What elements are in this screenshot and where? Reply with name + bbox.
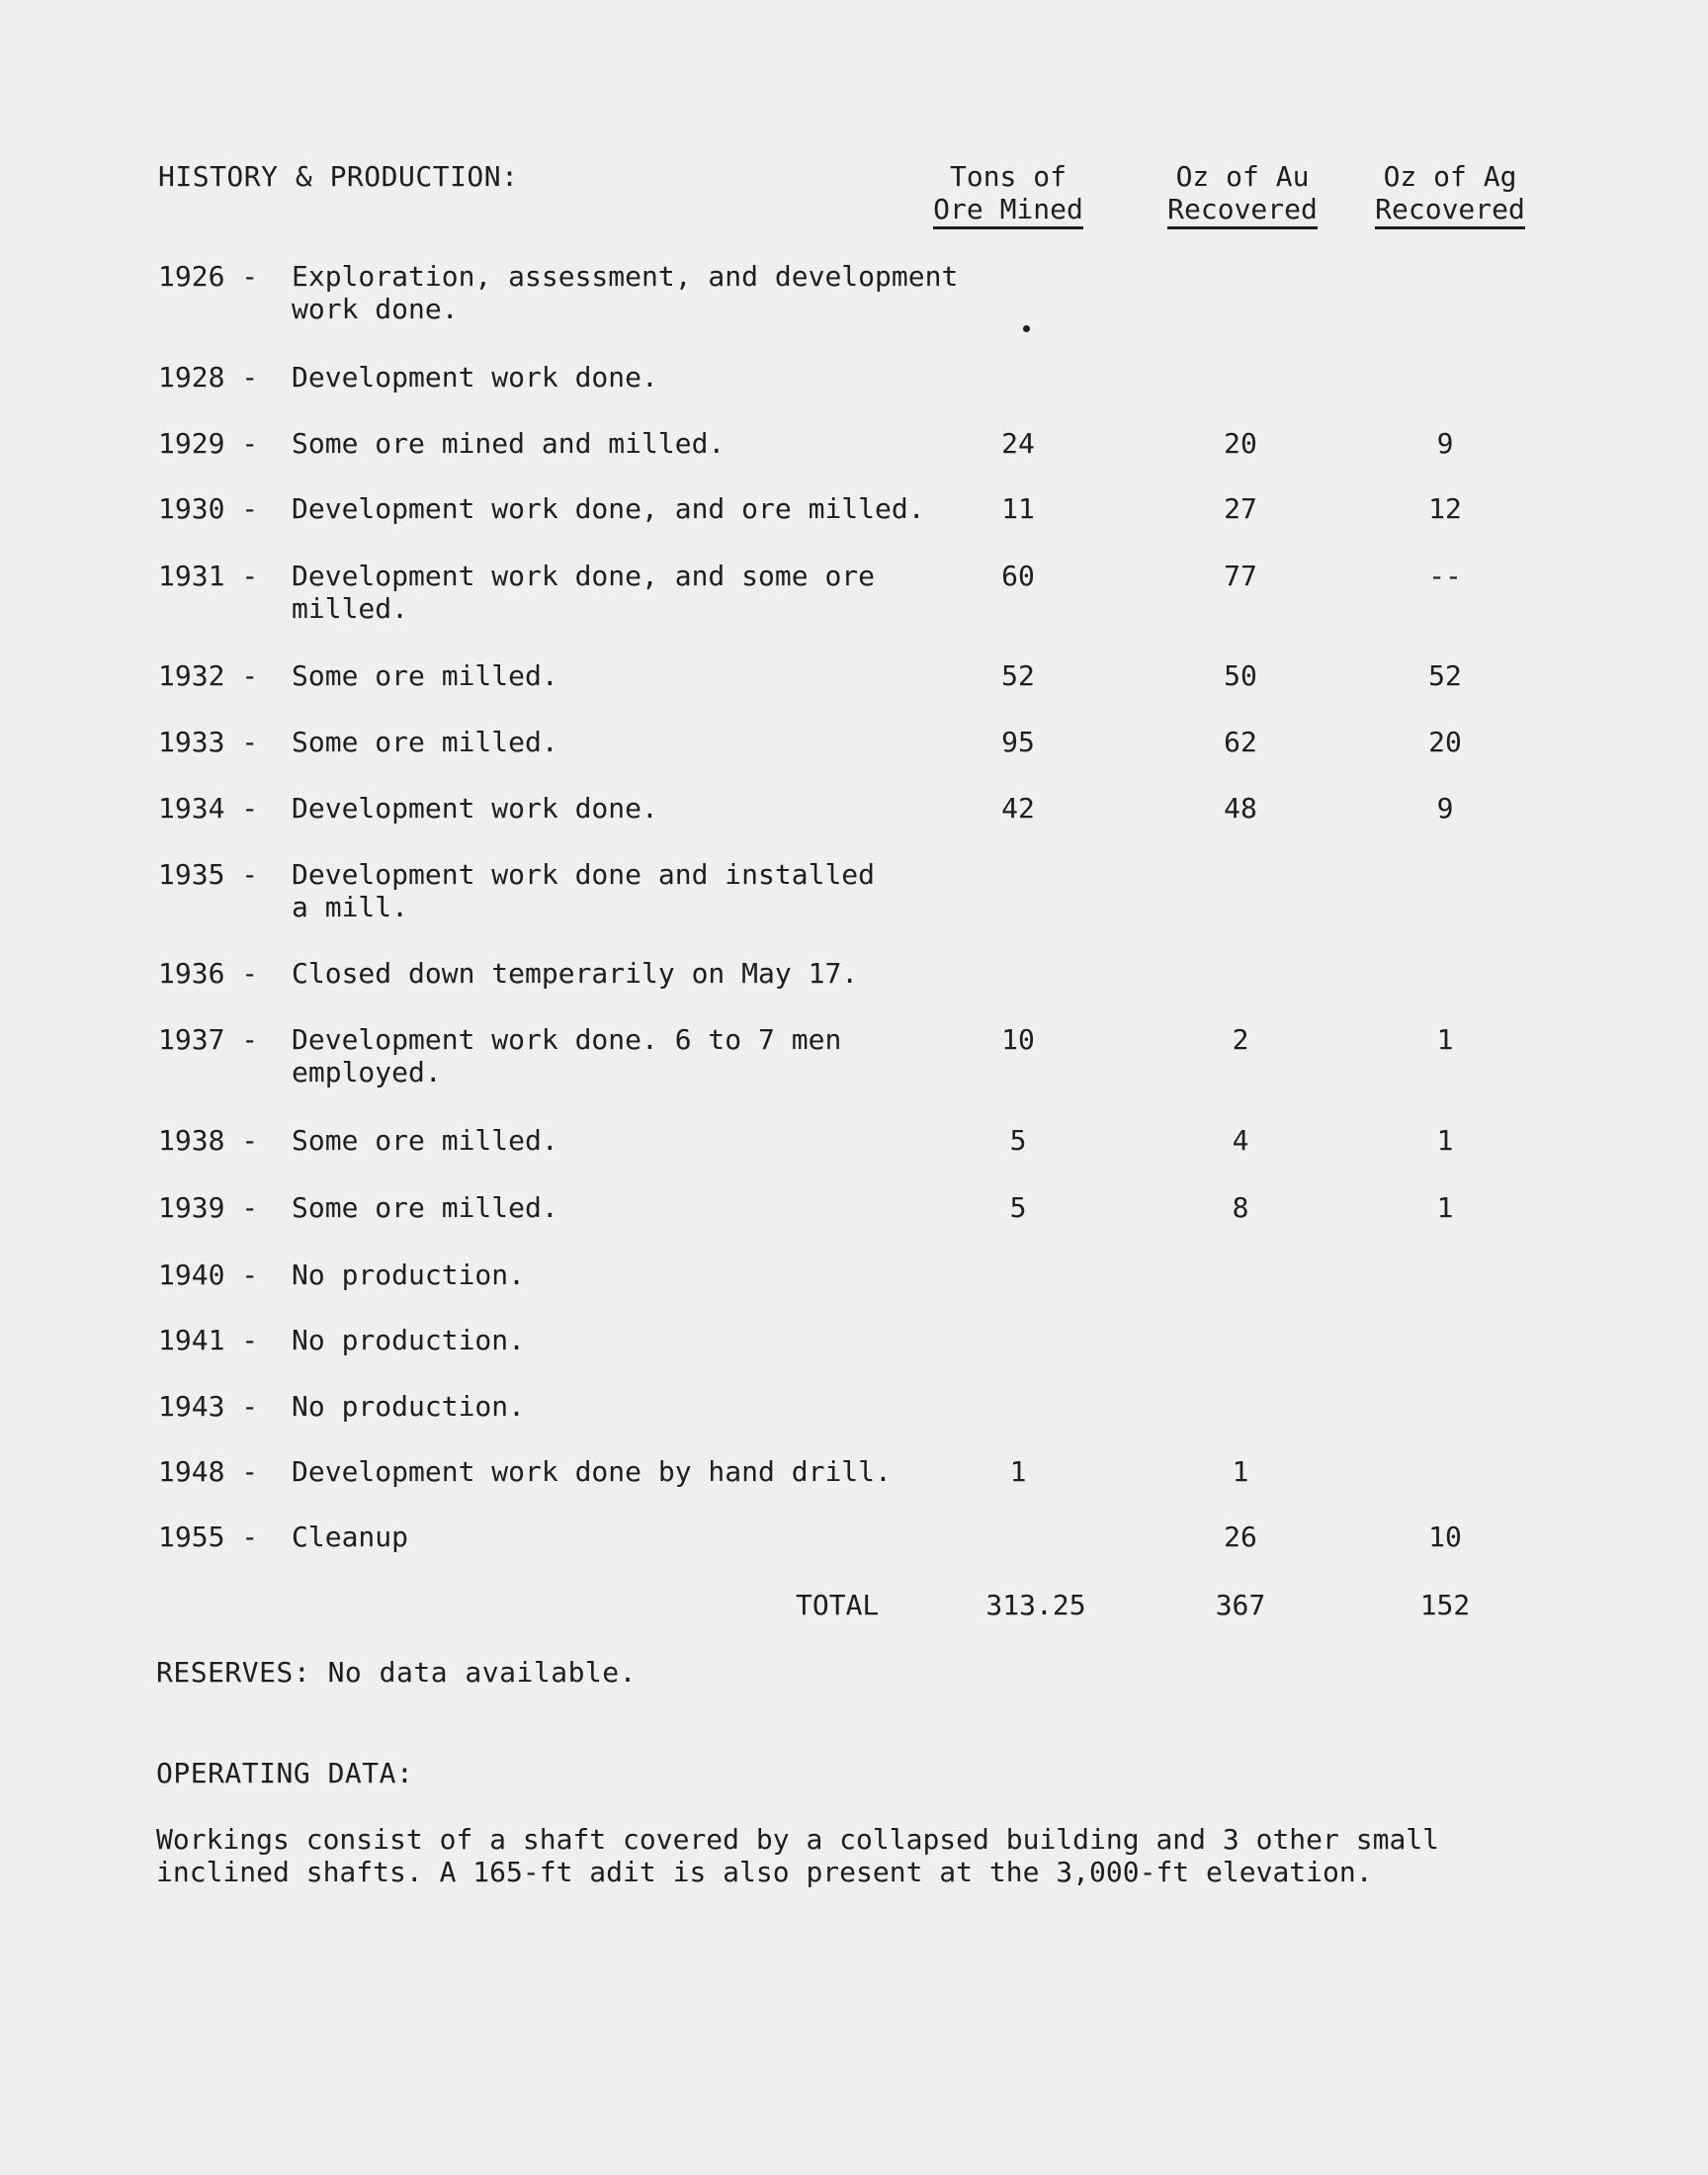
row-description: Development work done. 6 to 7 men employed. — [292, 1023, 842, 1088]
row-description: No production. — [292, 1324, 526, 1356]
row-tons: 52 — [1001, 659, 1035, 692]
row-au: 1 — [1232, 1455, 1249, 1488]
row-tons: 1 — [1009, 1455, 1027, 1488]
ink-speck — [1023, 325, 1030, 332]
row-description: Development work done by hand drill. — [292, 1455, 892, 1488]
column-header-tons-line2: Ore Mined — [933, 193, 1083, 229]
row-tons: 42 — [1001, 792, 1035, 825]
row-description: No production. — [292, 1390, 526, 1423]
row-ag: 52 — [1428, 659, 1462, 692]
row-ag: 1 — [1436, 1124, 1454, 1157]
row-description: Development work done. — [292, 361, 658, 393]
row-ag: 1 — [1436, 1023, 1454, 1056]
column-header-ag — [1346, 160, 1554, 229]
row-description: Some ore milled. — [292, 1124, 558, 1157]
row-description: Some ore milled. — [292, 1191, 558, 1224]
reserves-line: RESERVES: No data available. — [156, 1656, 638, 1689]
row-description: Exploration, assessment, and development work done. — [292, 260, 959, 325]
row-description: No production. — [292, 1259, 526, 1291]
row-year: 1948 - — [158, 1455, 259, 1488]
row-description: Development work done. — [292, 792, 658, 825]
row-year: 1941 - — [158, 1324, 259, 1356]
operating-data-heading: OPERATING DATA: — [156, 1757, 414, 1789]
row-year: 1955 - — [158, 1521, 259, 1553]
row-au: 50 — [1224, 659, 1257, 692]
column-header-au-line2: Recovered — [1167, 193, 1318, 229]
row-tons: 60 — [1001, 560, 1035, 592]
column-header-ag-line1: Oz of Ag — [1383, 160, 1517, 193]
row-tons: 5 — [1009, 1124, 1027, 1157]
row-ag: 12 — [1428, 492, 1462, 525]
column-header-au-line1: Oz of Au — [1175, 160, 1310, 193]
total-tons: 313.25 — [985, 1589, 1086, 1621]
row-description: Some ore mined and milled. — [292, 427, 726, 460]
row-year: 1932 - — [158, 659, 259, 692]
row-year: 1940 - — [158, 1259, 259, 1291]
row-tons: 24 — [1001, 427, 1035, 460]
row-year: 1935 - — [158, 858, 259, 891]
row-description: Development work done and installed a mill. — [292, 858, 876, 923]
total-ag: 152 — [1419, 1589, 1471, 1621]
operating-data-paragraph: Workings consist of a shaft covered by a collapsed building and 3 other small inclined shafts. A 165-ft adit is also present at the 3,000-ft elevation. — [156, 1823, 1440, 1888]
row-ag: 1 — [1436, 1191, 1454, 1224]
row-tons: 95 — [1001, 726, 1035, 758]
row-year: 1937 - — [158, 1023, 259, 1056]
row-year: 1928 - — [158, 361, 259, 393]
row-description: Development work done, and some ore milled. — [292, 560, 876, 625]
row-au: 20 — [1224, 427, 1257, 460]
row-ag: 10 — [1428, 1521, 1462, 1553]
row-description: Some ore milled. — [292, 726, 558, 758]
row-year: 1939 - — [158, 1191, 259, 1224]
row-year: 1943 - — [158, 1390, 259, 1423]
row-year: 1929 - — [158, 427, 259, 460]
row-au: 48 — [1224, 792, 1257, 825]
column-header-tons — [904, 160, 1112, 229]
row-year: 1936 - — [158, 957, 259, 990]
row-year: 1930 - — [158, 492, 259, 525]
row-description: Cleanup — [292, 1521, 409, 1553]
row-au: 2 — [1232, 1023, 1249, 1056]
row-au: 26 — [1224, 1521, 1257, 1553]
row-tons: 11 — [1001, 492, 1035, 525]
row-ag: 9 — [1436, 427, 1454, 460]
row-description: Development work done, and ore milled. — [292, 492, 925, 525]
row-tons: 10 — [1001, 1023, 1035, 1056]
row-au: 62 — [1224, 726, 1257, 758]
row-au: 8 — [1232, 1191, 1249, 1224]
column-header-ag-line2: Recovered — [1375, 193, 1525, 229]
row-year: 1938 - — [158, 1124, 259, 1157]
history-production-heading: HISTORY & PRODUCTION: — [158, 160, 519, 193]
row-ag: 20 — [1428, 726, 1462, 758]
row-year: 1934 - — [158, 792, 259, 825]
row-year: 1926 - — [158, 260, 259, 293]
row-au: 27 — [1224, 492, 1257, 525]
column-header-tons-line1: Tons of — [949, 160, 1067, 193]
total-label: TOTAL — [796, 1589, 880, 1621]
row-description: Closed down temperarily on May 17. — [292, 957, 859, 990]
row-ag: -- — [1428, 560, 1462, 592]
row-ag: 9 — [1436, 792, 1454, 825]
column-header-au — [1139, 160, 1346, 229]
total-au: 367 — [1215, 1589, 1266, 1621]
row-year: 1931 - — [158, 560, 259, 592]
row-tons: 5 — [1009, 1191, 1027, 1224]
row-year: 1933 - — [158, 726, 259, 758]
row-au: 4 — [1232, 1124, 1249, 1157]
row-au: 77 — [1224, 560, 1257, 592]
row-description: Some ore milled. — [292, 659, 558, 692]
